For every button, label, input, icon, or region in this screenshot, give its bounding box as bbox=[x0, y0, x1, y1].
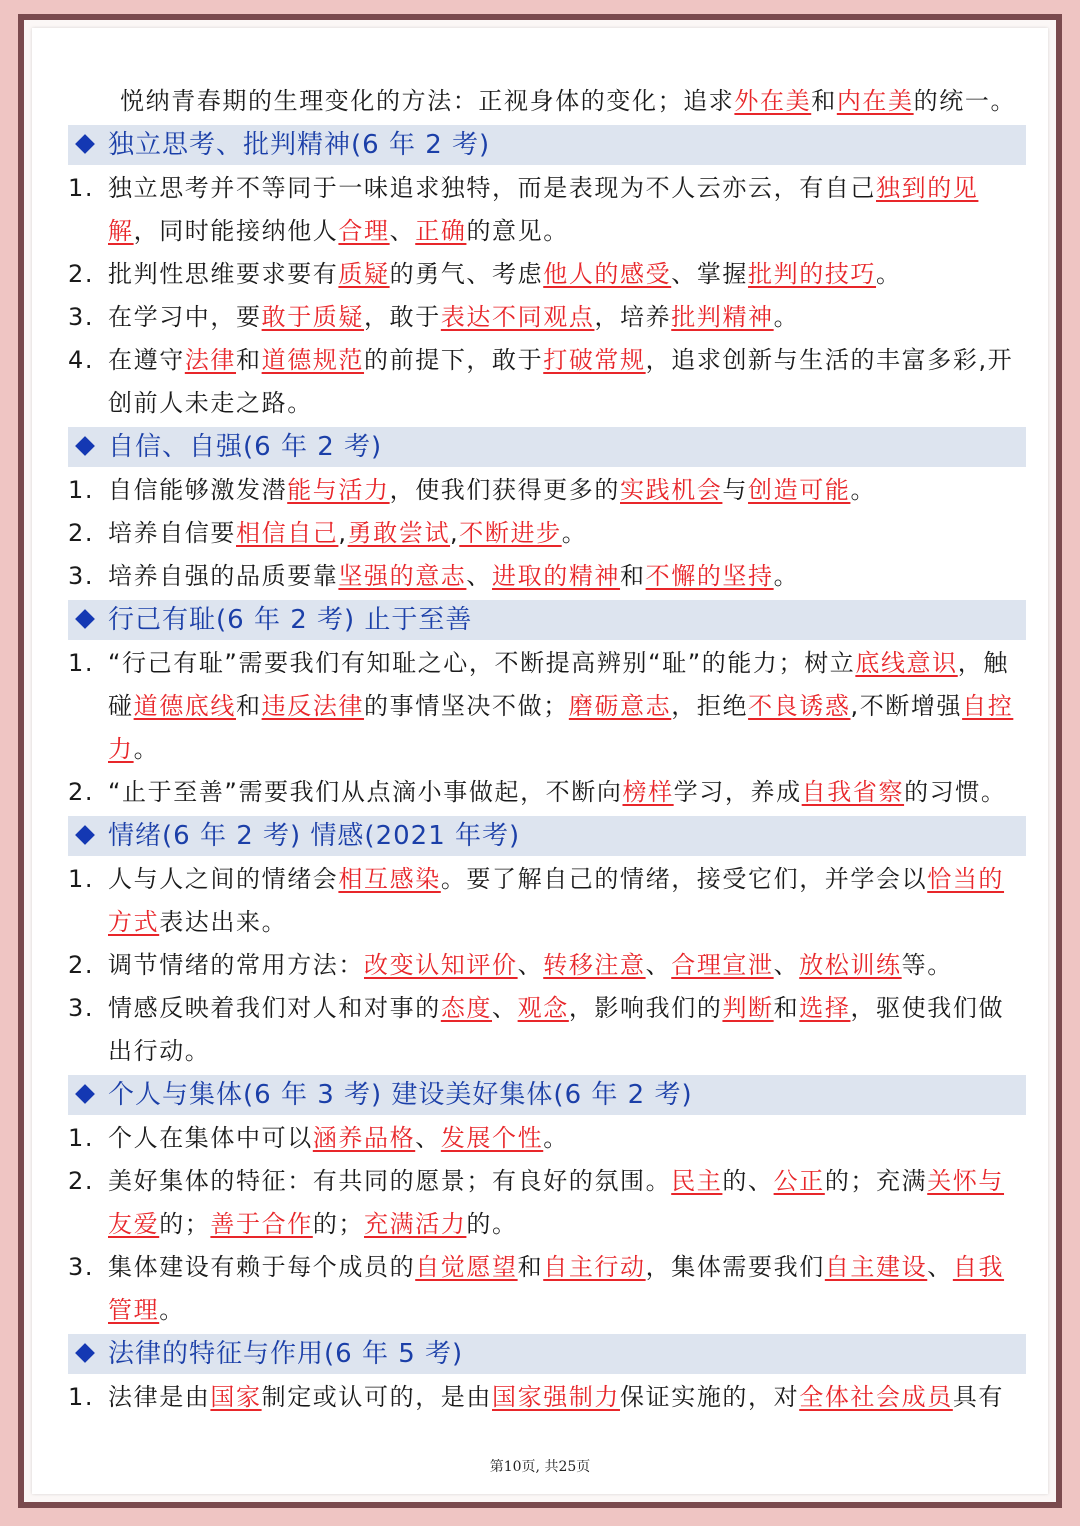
page-border bbox=[18, 14, 1062, 1508]
highlight: 观念 bbox=[517, 994, 569, 1022]
text: 、 bbox=[645, 951, 672, 979]
text: 学习，养成 bbox=[673, 778, 802, 806]
text: “行己有耻”需要我们有知耻之心，不断提高辨别“耻”的能力；树立 bbox=[108, 649, 856, 677]
text: 的习惯。 bbox=[904, 778, 1007, 806]
list-item bbox=[68, 1160, 1026, 1246]
text: 、 bbox=[927, 1253, 953, 1281]
item-number: 3. bbox=[68, 1253, 95, 1281]
heading-text: 自信、自强(6 年 2 考) bbox=[108, 432, 383, 462]
highlight: 充满活力 bbox=[364, 1210, 467, 1238]
highlight: 敢于质疑 bbox=[261, 303, 365, 331]
section-heading bbox=[68, 600, 1026, 640]
highlight: 实践机会 bbox=[620, 476, 723, 504]
list-item bbox=[68, 1246, 1026, 1332]
content bbox=[68, 80, 1026, 1419]
list-item bbox=[68, 512, 1026, 555]
text: 的事情坚决不做； bbox=[364, 692, 569, 720]
list-item bbox=[68, 296, 1026, 339]
highlight: 道德规范 bbox=[261, 346, 365, 374]
text: ，集体需要我们 bbox=[645, 1253, 825, 1281]
highlight: 内在美 bbox=[836, 87, 914, 115]
text: , bbox=[338, 519, 348, 547]
list-item bbox=[68, 642, 1026, 771]
highlight: 涵养品格 bbox=[312, 1124, 416, 1152]
highlight: 榜样 bbox=[622, 778, 674, 806]
text: 制定或认可的，是由 bbox=[261, 1383, 493, 1411]
text: 的；充满 bbox=[824, 1167, 928, 1195]
text: 法律是由 bbox=[108, 1383, 211, 1411]
document-page bbox=[32, 28, 1048, 1494]
highlight: 恰当的方式 bbox=[108, 865, 1005, 936]
heading-text: 个人与集体(6 年 3 考) 建设美好集体(6 年 2 考) bbox=[108, 1080, 693, 1110]
highlight: 放松训练 bbox=[799, 951, 902, 979]
highlight: 全体社会成员 bbox=[799, 1383, 953, 1411]
text: 悦纳青春期的生理变化的方法：正视身体的变化；追求 bbox=[120, 87, 735, 115]
highlight: 他人的感受 bbox=[543, 260, 672, 288]
highlight: 国家 bbox=[210, 1383, 262, 1411]
item-number: 3. bbox=[68, 303, 95, 331]
text: ，敢于 bbox=[364, 303, 441, 331]
item-number: 2. bbox=[68, 260, 95, 288]
text: 。 bbox=[876, 260, 902, 288]
highlight: 发展个性 bbox=[440, 1124, 544, 1152]
list-item bbox=[68, 987, 1026, 1073]
text: ，追求创新与生活的丰富多彩,开创前人未走之路。 bbox=[108, 346, 1014, 417]
text: 的； bbox=[312, 1210, 365, 1238]
highlight: 创造可能 bbox=[748, 476, 851, 504]
text: ，同时能接纳他人 bbox=[133, 217, 339, 245]
highlight: 正确 bbox=[415, 217, 467, 245]
text: 在学习中，要 bbox=[108, 303, 262, 331]
text: ，使我们获得更多的 bbox=[389, 476, 621, 504]
diamond-bullet-icon bbox=[75, 436, 95, 456]
section-heading bbox=[68, 1334, 1026, 1374]
text: 的。 bbox=[466, 1210, 518, 1238]
text: 、 bbox=[415, 1124, 441, 1152]
text: 、 bbox=[517, 951, 544, 979]
highlight: 违反法律 bbox=[261, 692, 365, 720]
highlight: 坚强的意志 bbox=[338, 562, 467, 590]
item-number: 1. bbox=[68, 1383, 95, 1411]
text: 保证实施的，对 bbox=[620, 1383, 800, 1411]
heading-text: 独立思考、批判精神(6 年 2 考) bbox=[108, 130, 491, 160]
text: 独立思考并不等同于一味追求独特，而是表现为不人云亦云，有自己 bbox=[108, 174, 876, 202]
text: 表达出来。 bbox=[159, 908, 288, 936]
highlight: 关怀与友爱 bbox=[108, 1167, 1005, 1238]
item-number: 2. bbox=[68, 1167, 95, 1195]
heading-text: 行己有耻(6 年 2 考) 止于至善 bbox=[108, 605, 473, 635]
text: “止于至善”需要我们从点滴小事做起，不断向 bbox=[108, 778, 623, 806]
highlight: 相互感染 bbox=[338, 865, 441, 893]
highlight: 选择 bbox=[799, 994, 851, 1022]
item-number: 3. bbox=[68, 994, 95, 1022]
text: ，影响我们的 bbox=[568, 994, 723, 1022]
highlight: 独到的见解 bbox=[108, 174, 979, 245]
highlight: 态度 bbox=[440, 994, 493, 1022]
text: 与 bbox=[722, 476, 749, 504]
text: 。 bbox=[133, 735, 160, 763]
text: 。 bbox=[561, 519, 588, 547]
diamond-bullet-icon bbox=[75, 1343, 95, 1363]
text: 。 bbox=[850, 476, 877, 504]
text: ，培养 bbox=[594, 303, 672, 331]
item-number: 1. bbox=[68, 649, 95, 677]
list-item bbox=[68, 253, 1026, 296]
diamond-bullet-icon bbox=[75, 825, 95, 845]
text: 的前提下，敢于 bbox=[364, 346, 544, 374]
item-number: 1. bbox=[68, 865, 95, 893]
text: 和 bbox=[811, 87, 837, 115]
item-number: 2. bbox=[68, 519, 95, 547]
text: ，触碰 bbox=[108, 649, 1009, 720]
highlight: 相信自己 bbox=[236, 519, 339, 547]
highlight: 民主 bbox=[671, 1167, 723, 1195]
highlight: 改变认知评价 bbox=[364, 951, 518, 979]
highlight: 善于合作 bbox=[210, 1210, 313, 1238]
highlight: 自觉愿望 bbox=[415, 1253, 518, 1281]
text: 的意见。 bbox=[466, 217, 569, 245]
highlight: 自我省察 bbox=[801, 778, 905, 806]
highlight: 合理宣泄 bbox=[671, 951, 774, 979]
highlight: 进取的精神 bbox=[492, 562, 621, 590]
text: ，驱使我们做出行动。 bbox=[108, 994, 1005, 1065]
text: 。 bbox=[159, 1296, 185, 1324]
item-number: 1. bbox=[68, 1124, 95, 1152]
text: 和 bbox=[517, 1253, 544, 1281]
list-item bbox=[68, 469, 1026, 512]
highlight: 法律 bbox=[184, 346, 237, 374]
list-item bbox=[68, 771, 1026, 814]
highlight: 不断进步 bbox=[459, 519, 562, 547]
item-number: 2. bbox=[68, 778, 95, 806]
section-heading bbox=[68, 125, 1026, 165]
item-number: 4. bbox=[68, 346, 95, 374]
text: 、 bbox=[492, 994, 518, 1022]
list-item bbox=[68, 944, 1026, 987]
highlight: 不懈的坚持 bbox=[645, 562, 774, 590]
highlight: 底线意识 bbox=[855, 649, 958, 677]
highlight: 合理 bbox=[338, 217, 390, 245]
highlight: 外在美 bbox=[734, 87, 812, 115]
text: 批判性思维要求要有 bbox=[108, 260, 339, 288]
list-item bbox=[68, 167, 1026, 253]
text: 、 bbox=[773, 951, 800, 979]
text: 的、 bbox=[722, 1167, 774, 1195]
highlight: 批判精神 bbox=[671, 303, 774, 331]
text: 的勇气、考虑 bbox=[389, 260, 544, 288]
highlight: 公正 bbox=[773, 1167, 825, 1195]
text: 、 bbox=[466, 562, 493, 590]
page-footer: 第10页, 共25页 bbox=[489, 1459, 591, 1475]
highlight: 转移注意 bbox=[543, 951, 646, 979]
text: 个人在集体中可以 bbox=[108, 1124, 313, 1152]
heading-text: 法律的特征与作用(6 年 5 考) bbox=[108, 1339, 464, 1369]
highlight: 判断 bbox=[722, 994, 774, 1022]
text: 在遵守 bbox=[108, 346, 185, 374]
highlight: 国家强制力 bbox=[492, 1383, 621, 1411]
text: 。 bbox=[773, 303, 800, 331]
list-item bbox=[68, 1376, 1026, 1419]
text: 和 bbox=[236, 346, 262, 374]
text: 。 bbox=[773, 562, 800, 590]
text: 、 bbox=[389, 217, 416, 245]
section-heading bbox=[68, 816, 1026, 856]
text: 的； bbox=[159, 1210, 211, 1238]
text: 培养自强的品质要靠 bbox=[108, 562, 339, 590]
diamond-bullet-icon bbox=[75, 134, 95, 154]
highlight: 勇敢尝试 bbox=[347, 519, 451, 547]
highlight: 自主行动 bbox=[543, 1253, 646, 1281]
text: 和 bbox=[620, 562, 646, 590]
text: 、掌握 bbox=[671, 260, 749, 288]
text: 培养自信要 bbox=[108, 519, 236, 547]
text: 情感反映着我们对人和对事的 bbox=[108, 994, 441, 1022]
highlight: 自我管理 bbox=[108, 1253, 1005, 1324]
text: 。 bbox=[543, 1124, 569, 1152]
diamond-bullet-icon bbox=[75, 1084, 95, 1104]
list-item bbox=[68, 1117, 1026, 1160]
text: 人与人之间的情绪会 bbox=[108, 865, 339, 893]
list-item bbox=[68, 858, 1026, 944]
section-heading bbox=[68, 427, 1026, 467]
highlight: 表达不同观点 bbox=[440, 303, 595, 331]
text: 和 bbox=[236, 692, 262, 720]
item-number: 1. bbox=[68, 174, 95, 202]
highlight: 质疑 bbox=[338, 260, 390, 288]
highlight: 不良诱惑 bbox=[748, 692, 851, 720]
text: ,不断增强 bbox=[850, 692, 963, 720]
heading-text: 情绪(6 年 2 考) 情感(2021 年考) bbox=[108, 821, 521, 851]
text: 的统一。 bbox=[913, 87, 1017, 115]
text: 自信能够激发潜 bbox=[108, 476, 288, 504]
highlight: 批判的技巧 bbox=[748, 260, 877, 288]
item-number: 3. bbox=[68, 562, 95, 590]
item-number: 1. bbox=[68, 476, 95, 504]
text: 集体建设有赖于每个成员的 bbox=[108, 1253, 416, 1281]
item-number: 2. bbox=[68, 951, 95, 979]
highlight: 道德底线 bbox=[133, 692, 237, 720]
text: , bbox=[450, 519, 460, 547]
highlight: 自主建设 bbox=[824, 1253, 928, 1281]
highlight: 自控力 bbox=[108, 692, 1014, 763]
text: 调节情绪的常用方法： bbox=[108, 951, 364, 979]
text: 具有 bbox=[952, 1383, 1005, 1411]
list-item bbox=[68, 555, 1026, 598]
section-heading bbox=[68, 1075, 1026, 1115]
intro-paragraph bbox=[68, 80, 1026, 123]
highlight: 能与活力 bbox=[287, 476, 390, 504]
text: ，拒绝 bbox=[671, 692, 749, 720]
highlight: 打破常规 bbox=[543, 346, 646, 374]
text: 和 bbox=[773, 994, 800, 1022]
highlight: 磨砺意志 bbox=[568, 692, 672, 720]
text: 美好集体的特征：有共同的愿景；有良好的氛围。 bbox=[108, 1167, 672, 1195]
list-item bbox=[68, 339, 1026, 425]
text: 。要了解自己的情绪，接受它们，并学会以 bbox=[440, 865, 928, 893]
diamond-bullet-icon bbox=[75, 609, 95, 629]
text: 等。 bbox=[901, 951, 953, 979]
